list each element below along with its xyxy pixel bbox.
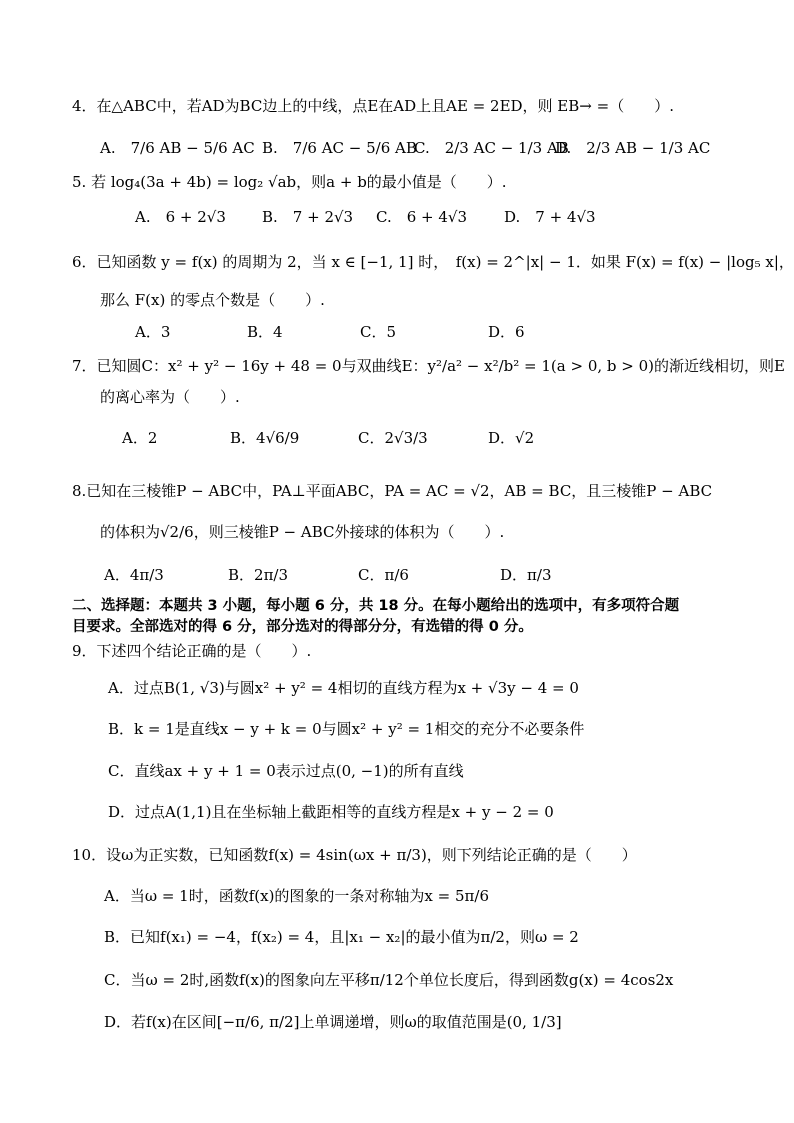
q8-option-b: B．2π/3 [228, 566, 289, 584]
q8-option-c: C．π/6 [358, 566, 409, 584]
q8-stem-line2: 的体积为√2/6，则三棱锥P − ABC外接球的体积为（ ）. [100, 523, 505, 541]
q9-option-b: B．k = 1是直线x − y + k = 0与圆x² + y² = 1相交的充分不必要条件 [108, 720, 585, 738]
q10-option-a: A．当ω = 1时，函数f(x)的图象的一条对称轴为x = 5π/6 [104, 887, 489, 905]
section2-heading-line2: 目要求。全部选对的得 6 分，部分选对的得部分分，有选错的得 0 分。 [72, 619, 533, 635]
q7-option-c: C．2√3/3 [358, 429, 428, 447]
q5-option-b: B. 7 + 2√3 [262, 208, 354, 226]
q7-option-b: B．4√6/9 [230, 429, 300, 447]
q9-option-c: C．直线ax + y + 1 = 0表示过点(0, −1)的所有直线 [108, 762, 464, 780]
q10-option-b: B．已知f(x₁) = −4，f(x₂) = 4，且|x₁ − x₂|的最小值为π/2，则ω = 2 [104, 928, 579, 946]
q4-option-d: D. 2/3 AB − 1/3 AC [555, 139, 711, 157]
q5-option-a: A. 6 + 2√3 [135, 208, 226, 226]
q6-option-b: B．4 [247, 323, 283, 341]
q10-option-d: D．若f(x)在区间[−π/6, π/2]上单调递增，则ω的取值范围是(0, 1/3] [104, 1013, 562, 1031]
q10-option-c: C．当ω = 2时,函数f(x)的图象向左平移π/12个单位长度后，得到函数g(x) = 4cos2x [104, 971, 674, 989]
q7-option-d: D．√2 [488, 429, 535, 447]
q6-stem-line2: 那么 F(x) 的零点个数是（ ）. [100, 291, 325, 309]
q4-stem: 4．在△ABC中，若AD为BC边上的中线，点E在AD上且AE = 2ED，则 EB→ =（ ）. [72, 97, 674, 115]
section2-heading-line1: 二、选择题：本题共 3 小题，每小题 6 分，共 18 分。在每小题给出的选项中，有多项符合题 [72, 598, 680, 614]
q10-stem: 10．设ω为正实数，已知函数f(x) = 4sin(ωx + π/3)，则下列结论正确的是（ ） [72, 846, 637, 864]
q6-option-a: A．3 [135, 323, 171, 341]
q9-option-a: A．过点B(1, √3)与圆x² + y² = 4相切的直线方程为x + √3y − 4 = 0 [108, 679, 579, 697]
q6-option-c: C．5 [360, 323, 397, 341]
q5-stem: 5. 若 log₄(3a + 4b) = log₂ √ab，则a + b的最小值是（ ）. [72, 173, 507, 191]
q7-stem-line2: 的离心率为（ ）. [100, 388, 240, 406]
q9-option-d: D．过点A(1,1)且在坐标轴上截距相等的直线方程是x + y − 2 = 0 [108, 803, 554, 821]
q8-option-d: D．π/3 [500, 566, 552, 584]
q7-option-a: A．2 [122, 429, 158, 447]
q5-option-d: D. 7 + 4√3 [504, 208, 596, 226]
q4-option-b: B. 7/6 AC − 5/6 AB [262, 139, 417, 157]
q6-stem-line1: 6．已知函数 y = f(x) 的周期为 2，当 x ∈ [−1, 1] 时， f(x) = 2^|x| − 1．如果 F(x) = f(x) − |log₅ x|， [72, 253, 794, 271]
q5-option-c: C. 6 + 4√3 [376, 208, 468, 226]
q7-stem-line1: 7．已知圆C：x² + y² − 16y + 48 = 0与双曲线E：y²/a² − x²/b² = 1(a > 0, b > 0)的渐近线相切，则E [72, 357, 785, 375]
q8-stem-line1: 8.已知在三棱锥P − ABC中，PA⊥平面ABC，PA = AC = √2，AB = BC，且三棱锥P − ABC [72, 482, 713, 500]
q9-stem: 9．下述四个结论正确的是（ ）. [72, 642, 312, 660]
q6-option-d: D．6 [488, 323, 525, 341]
q4-option-c: C. 2/3 AC − 1/3 AB [414, 139, 569, 157]
q4-option-a: A. 7/6 AB − 5/6 AC [100, 139, 255, 157]
q8-option-a: A．4π/3 [104, 566, 164, 584]
